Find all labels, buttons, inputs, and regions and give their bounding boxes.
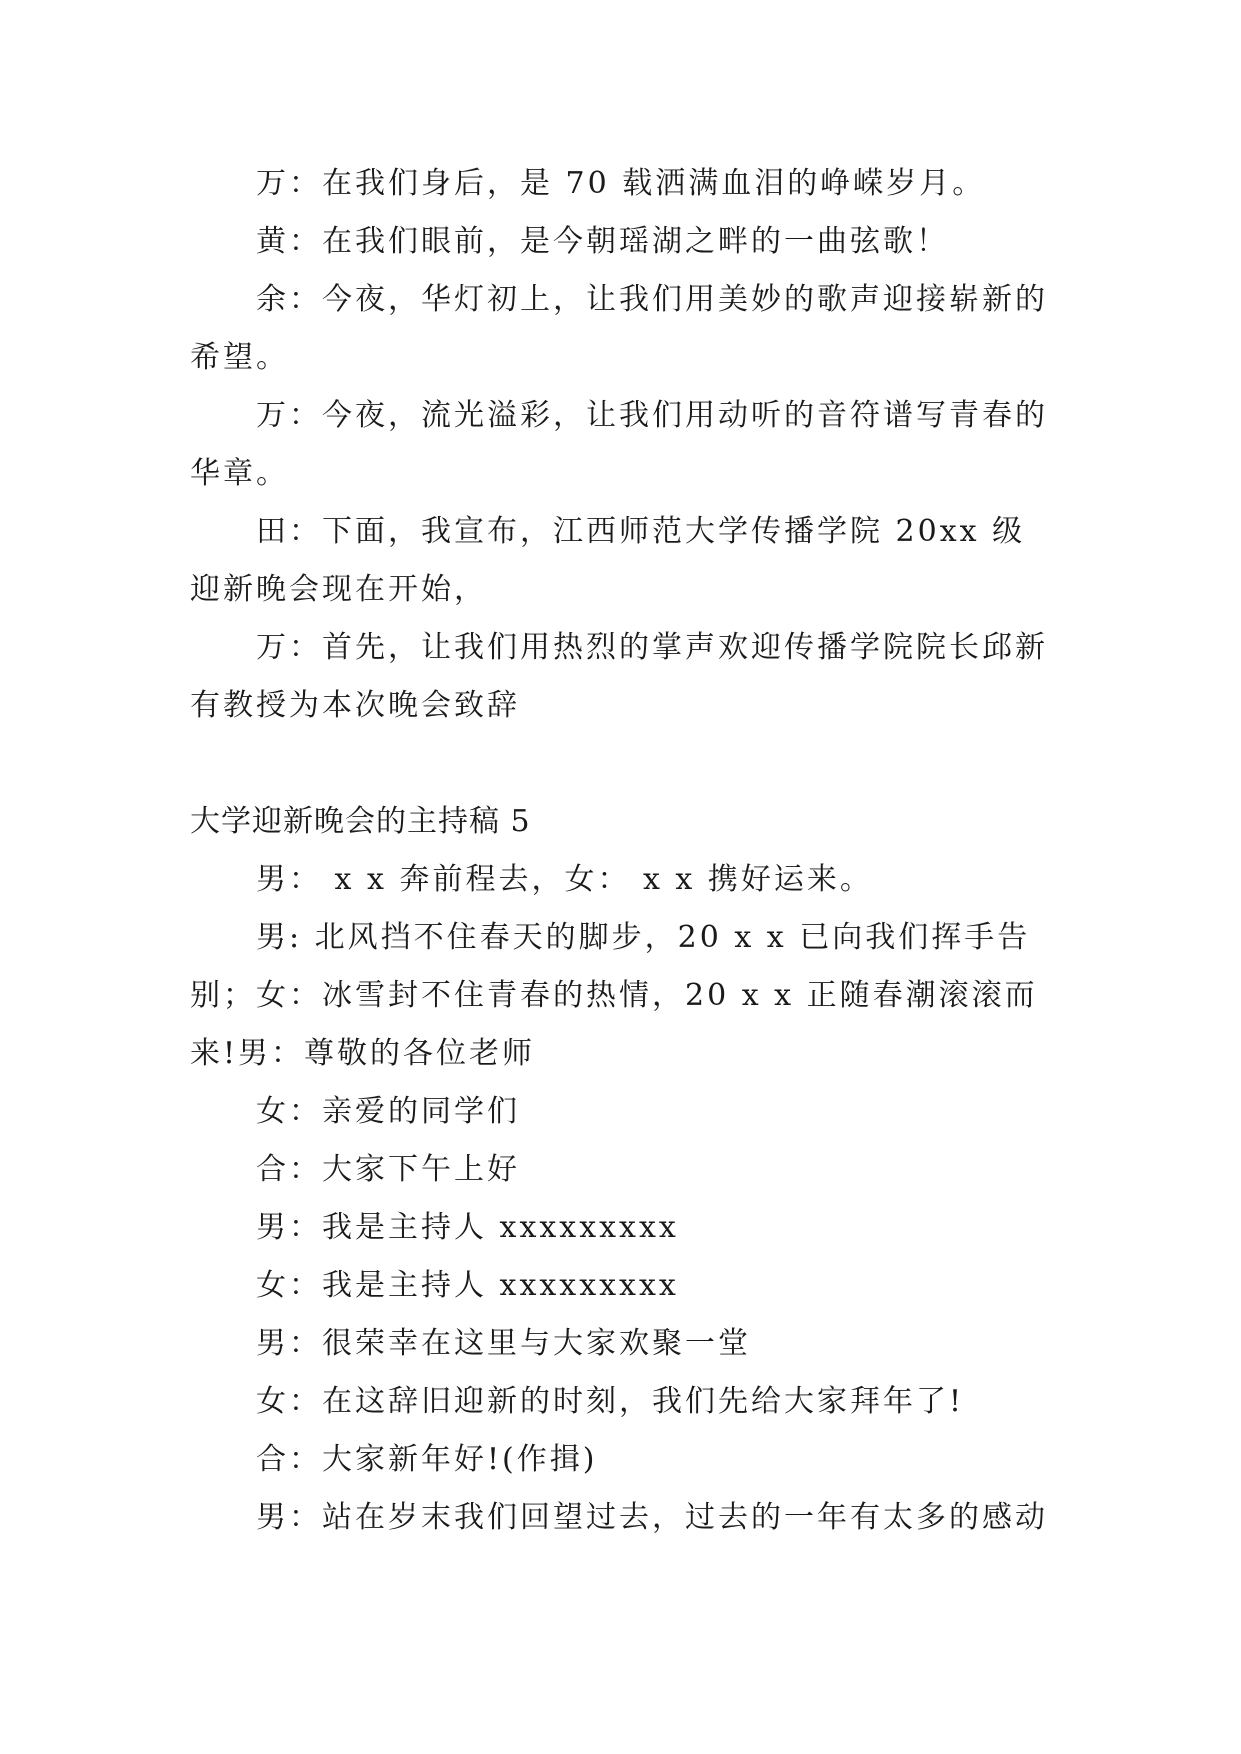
paragraph: 万：在我们身后，是 70 载洒满血泪的峥嵘岁月。 <box>256 166 986 201</box>
paragraph: 万：首先，让我们用热烈的掌声欢迎传播学院院长邱新有教授为本次晚会致辞 <box>190 630 1048 723</box>
paragraph: 合：大家新年好!(作揖) <box>256 1442 598 1477</box>
paragraph: 黄：在我们眼前，是今朝瑶湖之畔的一曲弦歌！ <box>256 224 949 259</box>
paragraph: 男：站在岁末我们回望过去，过去的一年有太多的感动 <box>256 1500 1048 1535</box>
paragraph: 女：我是主持人 xxxxxxxxx <box>256 1268 679 1303</box>
paragraph: 男： x x 奔前程去，女： x x 携好运来。 <box>256 862 873 897</box>
paragraph: 男：很荣幸在这里与大家欢聚一堂 <box>256 1326 751 1361</box>
paragraph: 女：在这辞旧迎新的时刻，我们先给大家拜年了! <box>256 1384 965 1419</box>
paragraph: 女：亲爱的同学们 <box>256 1094 520 1129</box>
document-body <box>190 155 1050 1547</box>
paragraph: 合：大家下午上好 <box>256 1152 520 1187</box>
paragraph: 田：下面，我宣布，江西师范大学传播学院 20xx 级迎新晚会现在开始， <box>190 514 1026 607</box>
paragraph: 男: 北风挡不住春天的脚步，20 x x 已向我们挥手告别；女：冰雪封不住青春的热情，20 x x 正随春潮滚滚而来!男：尊敬的各位老师 <box>190 920 1038 1071</box>
paragraph: 万：今夜，流光溢彩，让我们用动听的音符谱写青春的华章。 <box>190 398 1048 491</box>
paragraph: 男：我是主持人 xxxxxxxxx <box>256 1210 679 1245</box>
paragraph: 余：今夜，华灯初上，让我们用美妙的歌声迎接崭新的希望。 <box>190 282 1048 375</box>
section-title: 大学迎新晚会的主持稿 5 <box>190 804 531 839</box>
